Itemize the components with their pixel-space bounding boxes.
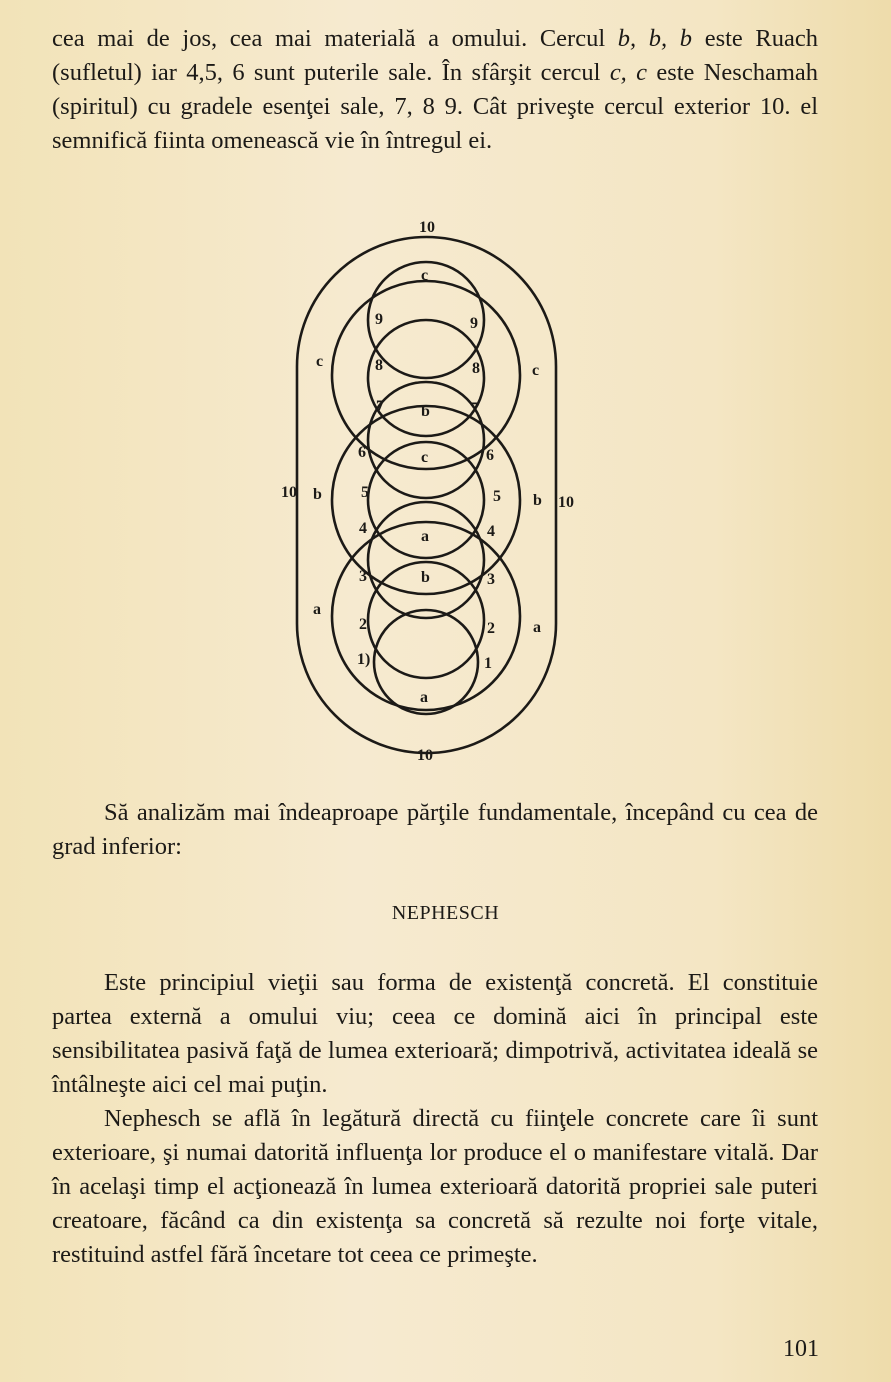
label-8-right: 8 — [472, 360, 480, 377]
section-title-nephesch: NEPHESCH — [391, 902, 500, 924]
label-7-left: 7 — [376, 398, 384, 415]
label-3-right: 3 — [487, 571, 495, 588]
label-b-left: b — [313, 486, 322, 503]
analysis-intro-paragraph: Să analizăm mai îndeaproape părţile fundamentale, începând cu cea de grad inferior: — [52, 799, 818, 860]
label-9-left: 9 — [375, 311, 383, 328]
intro-paragraph — [52, 22, 818, 158]
label-1-left: 1) — [357, 651, 371, 668]
intro-text-3: este Neschamah (spiritul) cu gradele esenţei sale, 7, 8 9. Cât priveşte cercul exterior 10. el semnifică fiinta omenească vie în întregul ei. — [52, 59, 819, 154]
label-c-center: c — [421, 449, 429, 466]
label-c-top: c — [421, 267, 429, 284]
label-b-right: b — [533, 492, 542, 509]
intro-b-series: b, b, b — [617, 25, 693, 52]
label-8-left: 8 — [375, 357, 383, 374]
intro-c-series: c, c — [609, 59, 648, 86]
label-3-left: 3 — [359, 568, 367, 585]
label-10-top: 10 — [419, 219, 435, 236]
label-10-bottom: 10 — [417, 747, 433, 764]
intro-text-1: cea mai de jos, cea mai materială a omului. Cercul — [52, 25, 618, 52]
label-a-right: a — [533, 619, 541, 636]
diagram-labels — [281, 219, 574, 764]
label-b-lower: b — [421, 569, 430, 586]
nephesch-paragraph-1: Este principiul vieţii sau forma de existenţă concretă. El constituie partea externă a omului viu; ceea ce domină aici în principal este sensibilitatea pasivă faţă de lumea exterioară; dimpotrivă, activitatea ideală se întâlneşte aici cel mai puţin. — [52, 969, 818, 1098]
page-number: 101 — [783, 1336, 819, 1362]
label-5-left: 5 — [361, 484, 369, 501]
label-2-left: 2 — [359, 616, 367, 633]
label-5-right: 5 — [493, 488, 501, 505]
label-1-right: 1 — [484, 655, 492, 672]
label-c-right: c — [532, 362, 540, 379]
sephirot-circles-diagram — [270, 208, 600, 768]
inner-circle-5 — [368, 502, 484, 618]
label-2-right: 2 — [487, 620, 495, 637]
label-4-left: 4 — [359, 520, 367, 537]
label-a-left: a — [313, 601, 321, 618]
intro-text-2: este Ruach (sufletul) iar 4,5, 6 sunt puterile sale. În sfârşit cercul — [52, 25, 819, 86]
label-4-right: 4 — [487, 523, 495, 540]
label-7-right: 7 — [470, 400, 478, 417]
inner-circle-3 — [368, 382, 484, 498]
label-c-left: c — [316, 353, 324, 370]
label-b-upper: b — [421, 403, 430, 420]
outer-circle-10 — [297, 237, 556, 753]
label-6-left: 6 — [358, 444, 366, 461]
label-a-bottom: a — [420, 689, 428, 706]
nephesch-paragraph-2: Nephesch se află în legătură directă cu fiinţele concrete care îi sunt exterioare, şi numai datorită influenţa lor produce el o manifestare vitală. Dar în acelaşi timp el acţionează în lumea exterioară datorită propriei sale puteri creatoare, făcând ca din existenţa sa concretă să rezulte noi forţe vitale, restituind astfel fără încetare tot ceea ce primeşte. — [52, 1105, 818, 1268]
label-10-right: 10 — [558, 494, 574, 511]
label-a-center: a — [421, 528, 429, 545]
label-6-right: 6 — [486, 447, 494, 464]
label-10-left: 10 — [281, 484, 297, 501]
label-9-right: 9 — [470, 315, 478, 332]
